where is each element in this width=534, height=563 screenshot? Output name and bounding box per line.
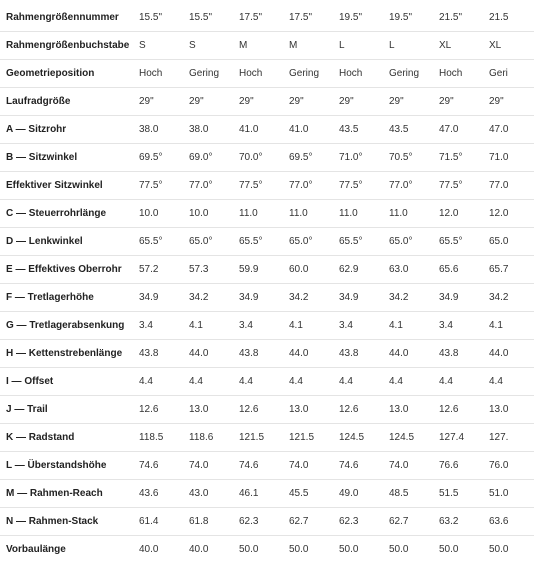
table-cell: 118.5 bbox=[139, 424, 189, 452]
table-cell: 65.5° bbox=[139, 228, 189, 256]
row-label: Geometrieposition bbox=[0, 60, 139, 88]
table-cell: 17.5" bbox=[239, 4, 289, 32]
table-cell: 15.5" bbox=[139, 4, 189, 32]
row-label: Effektiver Sitzwinkel bbox=[0, 172, 139, 200]
table-cell: 41.0 bbox=[239, 116, 289, 144]
row-label: M — Rahmen-Reach bbox=[0, 480, 139, 508]
row-label: K — Radstand bbox=[0, 424, 139, 452]
table-row bbox=[0, 480, 534, 508]
row-label: F — Tretlagerhöhe bbox=[0, 284, 139, 312]
table-cell: 77.0° bbox=[389, 172, 439, 200]
table-cell: 4.1 bbox=[489, 312, 534, 340]
table-cell: 70.0° bbox=[239, 144, 289, 172]
table-cell: XL bbox=[439, 32, 489, 60]
table-cell: 118.6 bbox=[189, 424, 239, 452]
row-label: Rahmengrößenbuchstabe bbox=[0, 32, 139, 60]
table-cell: 124.5 bbox=[389, 424, 439, 452]
table-cell: 65.5° bbox=[439, 228, 489, 256]
table-row bbox=[0, 32, 534, 60]
table-cell: L bbox=[339, 32, 389, 60]
table-cell: 3.4 bbox=[139, 312, 189, 340]
table-row bbox=[0, 60, 534, 88]
table-row bbox=[0, 116, 534, 144]
table-cell: 124.5 bbox=[339, 424, 389, 452]
table-cell: 34.2 bbox=[289, 284, 339, 312]
table-cell: S bbox=[139, 32, 189, 60]
table-cell: 121.5 bbox=[289, 424, 339, 452]
table-cell: 127. bbox=[489, 424, 534, 452]
table-cell: 34.2 bbox=[489, 284, 534, 312]
table-cell: 13.0 bbox=[189, 396, 239, 424]
table-cell: 51.0 bbox=[489, 480, 534, 508]
table-cell: 19.5" bbox=[389, 4, 439, 32]
table-cell: 29" bbox=[239, 88, 289, 116]
table-cell: S bbox=[189, 32, 239, 60]
table-cell: 34.9 bbox=[239, 284, 289, 312]
table-cell: 65.0° bbox=[189, 228, 239, 256]
table-cell: 63.6 bbox=[489, 508, 534, 536]
table-cell: 60.0 bbox=[289, 256, 339, 284]
table-cell: 11.0 bbox=[339, 200, 389, 228]
table-cell: 29" bbox=[439, 88, 489, 116]
table-cell: 61.8 bbox=[189, 508, 239, 536]
row-label: I — Offset bbox=[0, 368, 139, 396]
table-cell: 59.9 bbox=[239, 256, 289, 284]
table-cell: 4.1 bbox=[289, 312, 339, 340]
table-cell: XL bbox=[489, 32, 534, 60]
table-row bbox=[0, 424, 534, 452]
table-cell: 41.0 bbox=[289, 116, 339, 144]
table-cell: 69.0° bbox=[189, 144, 239, 172]
table-cell: 11.0 bbox=[239, 200, 289, 228]
table-cell: 4.4 bbox=[439, 368, 489, 396]
table-cell: 65.0 bbox=[489, 228, 534, 256]
table-cell: 17.5" bbox=[289, 4, 339, 32]
table-cell: 65.5° bbox=[339, 228, 389, 256]
table-cell: 77.5° bbox=[439, 172, 489, 200]
table-cell: 47.0 bbox=[489, 116, 534, 144]
geometry-table-body bbox=[0, 4, 534, 563]
table-cell: 3.4 bbox=[239, 312, 289, 340]
table-cell: Gering bbox=[289, 60, 339, 88]
table-row bbox=[0, 452, 534, 480]
table-cell: 4.4 bbox=[189, 368, 239, 396]
table-cell: M bbox=[289, 32, 339, 60]
table-cell: 77.0 bbox=[489, 172, 534, 200]
table-cell: 46.1 bbox=[239, 480, 289, 508]
table-row bbox=[0, 256, 534, 284]
table-cell: 11.0 bbox=[289, 200, 339, 228]
table-cell: 50.0 bbox=[339, 536, 389, 563]
table-cell: 77.5° bbox=[239, 172, 289, 200]
table-cell: 74.6 bbox=[239, 452, 289, 480]
table-cell: 76.0 bbox=[489, 452, 534, 480]
table-cell: 38.0 bbox=[139, 116, 189, 144]
row-label: A — Sitzrohr bbox=[0, 116, 139, 144]
table-cell: 3.4 bbox=[439, 312, 489, 340]
table-row bbox=[0, 312, 534, 340]
row-label: Rahmengrößennummer bbox=[0, 4, 139, 32]
table-cell: 43.8 bbox=[139, 340, 189, 368]
table-cell: 44.0 bbox=[489, 340, 534, 368]
table-cell: 10.0 bbox=[189, 200, 239, 228]
table-cell: 12.6 bbox=[439, 396, 489, 424]
table-cell: 51.5 bbox=[439, 480, 489, 508]
table-cell: 77.5° bbox=[339, 172, 389, 200]
table-cell: 21.5 bbox=[489, 4, 534, 32]
table-cell: 21.5" bbox=[439, 4, 489, 32]
row-label: C — Steuerrohrlänge bbox=[0, 200, 139, 228]
table-cell: 44.0 bbox=[189, 340, 239, 368]
table-cell: Gering bbox=[389, 60, 439, 88]
table-cell: 69.5° bbox=[139, 144, 189, 172]
table-row bbox=[0, 284, 534, 312]
table-cell: 29" bbox=[139, 88, 189, 116]
table-cell: 29" bbox=[489, 88, 534, 116]
table-cell: 12.6 bbox=[139, 396, 189, 424]
table-cell: 34.9 bbox=[339, 284, 389, 312]
table-cell: 77.0° bbox=[189, 172, 239, 200]
table-cell: 63.0 bbox=[389, 256, 439, 284]
table-cell: 76.6 bbox=[439, 452, 489, 480]
table-row bbox=[0, 200, 534, 228]
table-cell: 38.0 bbox=[189, 116, 239, 144]
table-cell: 70.5° bbox=[389, 144, 439, 172]
table-cell: 29" bbox=[389, 88, 439, 116]
table-cell: 43.8 bbox=[339, 340, 389, 368]
table-cell: 43.8 bbox=[439, 340, 489, 368]
table-row bbox=[0, 172, 534, 200]
table-cell: Geri bbox=[489, 60, 534, 88]
table-cell: 34.9 bbox=[439, 284, 489, 312]
table-cell: 62.3 bbox=[239, 508, 289, 536]
row-label: Vorbaulänge bbox=[0, 536, 139, 563]
table-cell: 62.3 bbox=[339, 508, 389, 536]
row-label: E — Effektives Oberrohr bbox=[0, 256, 139, 284]
row-label: N — Rahmen-Stack bbox=[0, 508, 139, 536]
table-cell: 62.7 bbox=[289, 508, 339, 536]
table-cell: 4.4 bbox=[389, 368, 439, 396]
table-row bbox=[0, 88, 534, 116]
table-cell: 10.0 bbox=[139, 200, 189, 228]
table-cell: Gering bbox=[189, 60, 239, 88]
table-row bbox=[0, 144, 534, 172]
table-cell: 43.5 bbox=[389, 116, 439, 144]
table-cell: 48.5 bbox=[389, 480, 439, 508]
table-cell: 50.0 bbox=[489, 536, 534, 563]
table-cell: Hoch bbox=[439, 60, 489, 88]
table-row bbox=[0, 228, 534, 256]
table-cell: 127.4 bbox=[439, 424, 489, 452]
table-cell: 4.4 bbox=[489, 368, 534, 396]
table-cell: 77.5° bbox=[139, 172, 189, 200]
row-label: B — Sitzwinkel bbox=[0, 144, 139, 172]
table-cell: 44.0 bbox=[389, 340, 439, 368]
table-cell: 61.4 bbox=[139, 508, 189, 536]
table-cell: 4.4 bbox=[289, 368, 339, 396]
table-cell: 45.5 bbox=[289, 480, 339, 508]
table-cell: 65.6 bbox=[439, 256, 489, 284]
table-cell: 4.4 bbox=[139, 368, 189, 396]
table-cell: 65.0° bbox=[289, 228, 339, 256]
table-cell: 63.2 bbox=[439, 508, 489, 536]
table-cell: 49.0 bbox=[339, 480, 389, 508]
table-cell: 3.4 bbox=[339, 312, 389, 340]
table-cell: 34.2 bbox=[389, 284, 439, 312]
row-label: G — Tretlagerabsenkung bbox=[0, 312, 139, 340]
table-cell: 50.0 bbox=[439, 536, 489, 563]
table-cell: 43.5 bbox=[339, 116, 389, 144]
table-cell: 74.6 bbox=[339, 452, 389, 480]
table-cell: Hoch bbox=[339, 60, 389, 88]
table-cell: 47.0 bbox=[439, 116, 489, 144]
table-cell: 71.0° bbox=[339, 144, 389, 172]
table-cell: L bbox=[389, 32, 439, 60]
row-label: Laufradgröße bbox=[0, 88, 139, 116]
table-row bbox=[0, 536, 534, 563]
table-cell: 74.0 bbox=[189, 452, 239, 480]
table-cell: 12.6 bbox=[339, 396, 389, 424]
table-cell: 40.0 bbox=[189, 536, 239, 563]
table-cell: 43.8 bbox=[239, 340, 289, 368]
table-cell: 44.0 bbox=[289, 340, 339, 368]
table-cell: 12.0 bbox=[489, 200, 534, 228]
table-cell: 19.5" bbox=[339, 4, 389, 32]
table-cell: 65.7 bbox=[489, 256, 534, 284]
table-cell: 13.0 bbox=[489, 396, 534, 424]
table-cell: 4.4 bbox=[239, 368, 289, 396]
table-cell: 13.0 bbox=[289, 396, 339, 424]
table-cell: 57.3 bbox=[189, 256, 239, 284]
table-cell: 4.1 bbox=[389, 312, 439, 340]
table-cell: 62.7 bbox=[389, 508, 439, 536]
table-cell: 4.1 bbox=[189, 312, 239, 340]
table-cell: 13.0 bbox=[389, 396, 439, 424]
table-cell: 29" bbox=[289, 88, 339, 116]
table-row bbox=[0, 396, 534, 424]
table-cell: 62.9 bbox=[339, 256, 389, 284]
table-cell: 34.9 bbox=[139, 284, 189, 312]
table-cell: Hoch bbox=[139, 60, 189, 88]
table-cell: 121.5 bbox=[239, 424, 289, 452]
table-cell: Hoch bbox=[239, 60, 289, 88]
table-row bbox=[0, 340, 534, 368]
row-label: J — Trail bbox=[0, 396, 139, 424]
table-cell: 4.4 bbox=[339, 368, 389, 396]
table-cell: 29" bbox=[189, 88, 239, 116]
table-cell: 65.5° bbox=[239, 228, 289, 256]
table-cell: 29" bbox=[339, 88, 389, 116]
table-cell: M bbox=[239, 32, 289, 60]
table-cell: 74.6 bbox=[139, 452, 189, 480]
table-cell: 77.0° bbox=[289, 172, 339, 200]
table-row bbox=[0, 508, 534, 536]
table-cell: 74.0 bbox=[389, 452, 439, 480]
geometry-table bbox=[0, 4, 534, 563]
table-cell: 43.6 bbox=[139, 480, 189, 508]
table-cell: 71.5° bbox=[439, 144, 489, 172]
table-cell: 65.0° bbox=[389, 228, 439, 256]
table-cell: 74.0 bbox=[289, 452, 339, 480]
row-label: L — Überstandshöhe bbox=[0, 452, 139, 480]
table-cell: 57.2 bbox=[139, 256, 189, 284]
table-cell: 50.0 bbox=[289, 536, 339, 563]
table-cell: 69.5° bbox=[289, 144, 339, 172]
table-cell: 43.0 bbox=[189, 480, 239, 508]
table-row bbox=[0, 4, 534, 32]
row-label: H — Kettenstrebenlänge bbox=[0, 340, 139, 368]
table-cell: 11.0 bbox=[389, 200, 439, 228]
table-cell: 40.0 bbox=[139, 536, 189, 563]
table-cell: 12.6 bbox=[239, 396, 289, 424]
row-label: D — Lenkwinkel bbox=[0, 228, 139, 256]
table-cell: 34.2 bbox=[189, 284, 239, 312]
table-cell: 71.0 bbox=[489, 144, 534, 172]
table-cell: 50.0 bbox=[389, 536, 439, 563]
table-cell: 15.5" bbox=[189, 4, 239, 32]
table-row bbox=[0, 368, 534, 396]
table-cell: 50.0 bbox=[239, 536, 289, 563]
table-cell: 12.0 bbox=[439, 200, 489, 228]
